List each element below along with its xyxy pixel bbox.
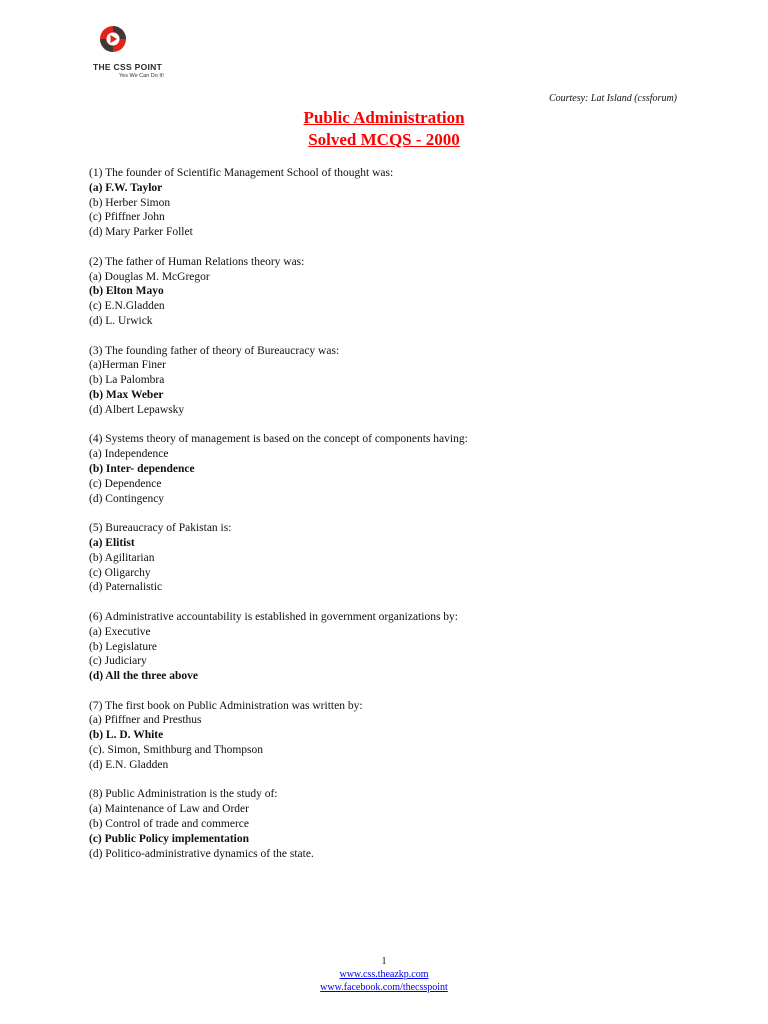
option: (a) Executive [89,625,151,638]
option-correct-answer: (a) F.W. Taylor [89,181,163,194]
page-footer [0,955,768,994]
option: (d) E.N. Gladden [89,758,169,771]
question-8 [89,787,709,861]
question-text: (1) The founder of Scientific Management School of thought was: [89,167,394,179]
question-text: (2) The father of Human Relations theory was: [89,255,305,268]
question-7 [89,699,709,773]
question-text: (3) The founding father of theory of Bureaucracy was: [89,344,340,357]
question-2 [89,255,709,329]
question-6 [89,610,709,684]
question-text: (5) Bureaucracy of Pakistan is: [89,522,232,535]
option: (d) Mary Parker Follet [89,226,193,239]
title-line-2: Solved MCQS - 2000 [308,130,460,149]
option: (c) Dependence [89,477,162,490]
question-3 [89,344,709,418]
option: (c) E.N.Gladden [89,300,165,313]
option-correct-answer: (c) Public Policy implementation [89,832,250,845]
option-correct-answer: (b) Elton Mayo [89,285,164,298]
question-4 [89,432,709,506]
option: (c) Oligarchy [89,566,151,579]
page-title [0,107,768,151]
question-text: (7) The first book on Public Administration was written by: [89,699,363,712]
option-correct-answer: (b) Max Weber [89,388,164,401]
option: (d) Paternalistic [89,581,163,594]
logo-title: THE CSS POINT [93,62,163,72]
option-correct-answer: (d) All the three above [89,670,199,683]
question-text: (4) Systems theory of management is based on the concept of components having: [89,433,468,446]
option: (d) Albert Lepawsky [89,403,185,416]
option: (c) Judiciary [89,655,147,668]
option: (b) Control of trade and commerce [89,818,249,831]
question-5 [89,521,709,595]
option-correct-answer: (b) Inter- dependence [89,462,195,475]
option: (a)Herman Finer [89,359,166,372]
logo [86,22,186,84]
facebook-link[interactable]: www.facebook.com/thecsspoint [320,982,448,993]
option-correct-answer: (b) L. D. White [89,729,164,742]
option: (a) Douglas M. McGregor [89,270,210,283]
question-1 [89,166,709,240]
question-text: (8) Public Administration is the study of: [89,788,278,801]
mcq-list [89,166,709,876]
option: (d) L. Urwick [89,314,153,327]
option: (a) Maintenance of Law and Order [89,803,249,816]
question-text: (6) Administrative accountability is established in government organizations by: [89,610,458,623]
option: (b) Herber Simon [89,196,171,209]
page-number: 1 [381,956,387,967]
option: (d) Contingency [89,492,165,505]
option: (d) Politico-administrative dynamics of the state. [89,847,314,860]
option: (a) Independence [89,448,169,461]
title-line-1: Public Administration [303,108,465,127]
logo-tagline: Yes We Can Do It! [119,73,164,79]
option: (b) Agilitarian [89,551,155,564]
website-link[interactable]: www.css.theazkp.com [339,969,429,980]
option: (b) La Palombra [89,374,165,387]
option: (a) Pfiffner and Presthus [89,714,202,727]
option-correct-answer: (a) Elitist [89,536,135,549]
logo-mark-icon [98,24,128,54]
option: (b) Legislature [89,640,158,653]
option: (c) Pfiffner John [89,211,165,224]
option: (c). Simon, Smithburg and Thompson [89,744,263,757]
courtesy-note: Courtesy: Lat Island (cssforum) [548,93,677,104]
